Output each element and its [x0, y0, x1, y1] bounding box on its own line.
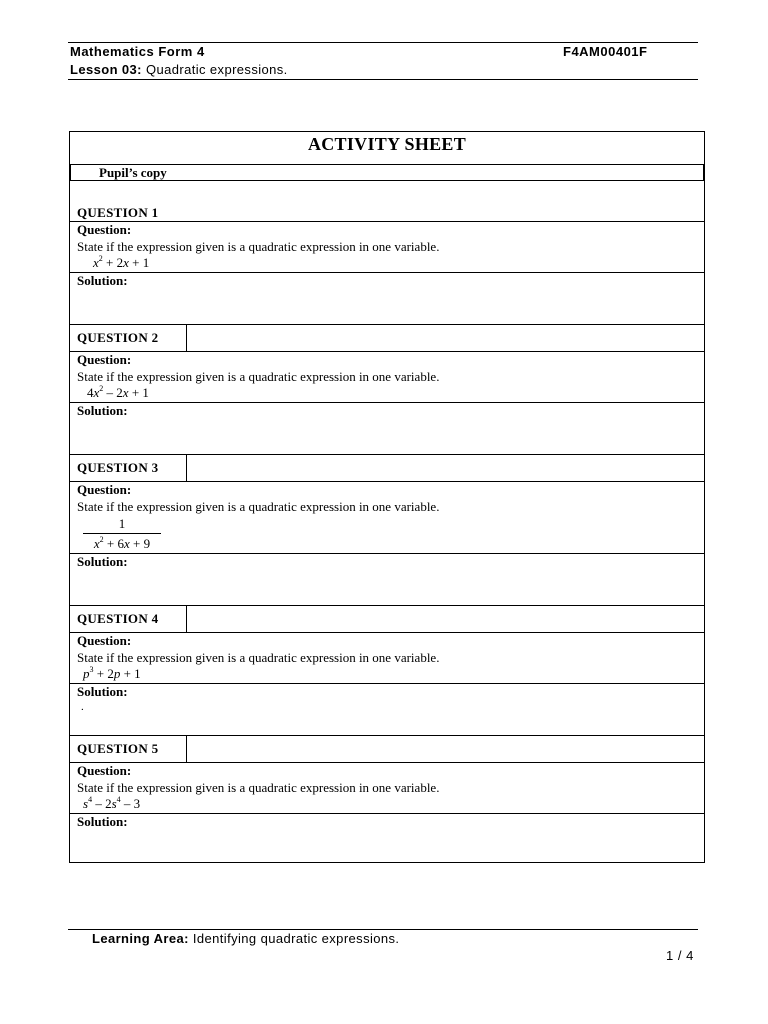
learning-area	[92, 931, 399, 946]
fraction-numerator: 1	[118, 516, 126, 531]
question-5-heading: QUESTION 5	[77, 741, 159, 756]
question-2-heading: QUESTION 2	[77, 330, 159, 345]
question-3-solution-label: Solution:	[77, 554, 128, 569]
header-top-rule	[68, 42, 698, 43]
page-number: 1 / 4	[666, 948, 694, 963]
question-1-expression: $x^2 + 2x + 1$	[93, 254, 150, 270]
divider	[70, 272, 704, 273]
divider	[70, 813, 704, 814]
divider	[70, 632, 704, 633]
question-5-statement: State if the expression given is a quadratic expression in one variable.	[77, 780, 440, 795]
question-5-expression: $s^4 - 2s^4 - 3$	[83, 795, 141, 811]
activity-sheet	[69, 131, 705, 863]
pupil-copy-label: Pupil’s copy	[99, 165, 167, 180]
header-bottom-rule	[68, 79, 698, 80]
divider	[70, 454, 704, 455]
question-2-statement: State if the expression given is a quadratic expression in one variable.	[77, 369, 440, 384]
lesson-title: Quadratic expressions.	[145, 62, 288, 77]
heading-cell-divider	[186, 324, 187, 351]
heading-cell-divider	[186, 454, 187, 481]
question-5-label: Question:	[77, 763, 132, 778]
divider	[70, 735, 704, 736]
divider	[70, 402, 704, 403]
fraction-denominator: $x^2 + 6x + 9$	[93, 535, 151, 551]
question-1-label: Question:	[77, 222, 132, 237]
subject-title: Mathematics Form 4	[70, 44, 205, 59]
divider	[70, 553, 704, 554]
divider	[70, 683, 704, 684]
question-3-fraction	[83, 516, 161, 551]
question-4-solution-label: Solution:	[77, 684, 128, 699]
question-2-expression: $4x^2 - 2x + 1$	[87, 384, 149, 400]
question-4-expression: $p^3 + 2p + 1$	[83, 665, 141, 681]
question-3-heading: QUESTION 3	[77, 460, 159, 475]
divider	[70, 481, 704, 482]
question-4-heading: QUESTION 4	[77, 611, 159, 626]
question-1-heading: QUESTION 1	[77, 205, 159, 220]
divider	[70, 324, 704, 325]
solution-mark: .	[81, 701, 84, 713]
lesson-label: Lesson 03:	[70, 62, 142, 77]
fraction-bar	[83, 533, 161, 534]
heading-cell-divider	[186, 735, 187, 762]
question-3-statement: State if the expression given is a quadratic expression in one variable.	[77, 499, 440, 514]
heading-cell-divider	[186, 605, 187, 632]
pupil-copy-row	[70, 164, 704, 181]
learning-area-text: Identifying quadratic expressions.	[192, 931, 400, 946]
question-1-solution-label: Solution:	[77, 273, 128, 288]
document-code: F4AM00401F	[563, 44, 648, 59]
question-2-solution-label: Solution:	[77, 403, 128, 418]
question-4-label: Question:	[77, 633, 132, 648]
learning-area-label: Learning Area:	[92, 931, 189, 946]
divider	[70, 605, 704, 606]
footer-rule	[68, 929, 698, 930]
divider	[70, 351, 704, 352]
question-2-label: Question:	[77, 352, 132, 367]
question-1-statement: State if the expression given is a quadratic expression in one variable.	[77, 239, 440, 254]
question-4-statement: State if the expression given is a quadratic expression in one variable.	[77, 650, 440, 665]
question-5-solution-label: Solution:	[77, 814, 128, 829]
divider	[70, 221, 704, 222]
divider	[70, 762, 704, 763]
question-3-label: Question:	[77, 482, 132, 497]
lesson-line	[70, 62, 288, 77]
sheet-title: ACTIVITY SHEET	[307, 134, 467, 154]
